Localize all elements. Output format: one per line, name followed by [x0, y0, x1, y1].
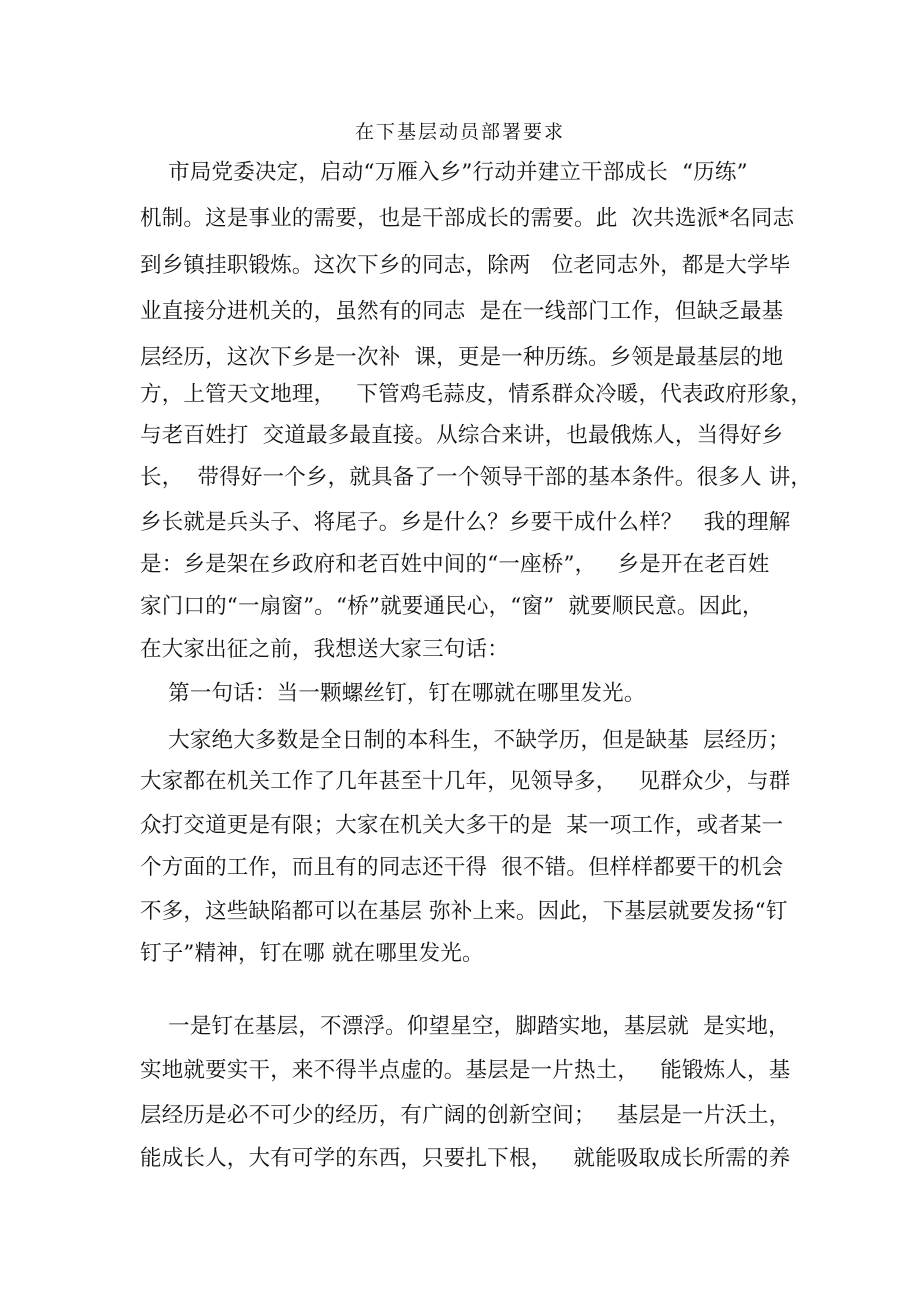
paragraph-line: 钉子”精神，钉在哪 就在哪里发光。: [140, 941, 484, 966]
paragraph-line: 大家绝大多数是全日制的本科生，不缺学历，但是缺基 层经历；: [140, 728, 790, 753]
paragraph-line: 市局党委决定，启动“万雁入乡”行动并建立干部成长 “历练”: [140, 160, 748, 185]
paragraph-line: 个方面的工作，而且有的同志还干得 很不错。但样样都要干的机会: [140, 855, 784, 880]
paragraph-line: 业直接分进机关的，虽然有的同志 是在一线部门工作，但缺乏最基: [140, 299, 784, 324]
document-title: 在下基层动员部署要求: [354, 121, 565, 143]
paragraph-line: 层经历，这次下乡是一次补 课，更是一种历练。乡领是最基层的地: [140, 345, 784, 370]
paragraph-line: 层经历是必不可少的经历，有广阔的创新空间； 基层是一片沃土，: [140, 1103, 791, 1128]
paragraph-line: 大家都在机关工作了几年甚至十几年，见领导多， 见群众少，与群: [140, 769, 791, 794]
paragraph-line: 长， 带得好一个乡，就具备了一个领导干部的基本条件。很多人 讲，: [140, 465, 813, 490]
paragraph-line: 家门口的“一扇窗”。“桥”就要通民心，“窗” 就要顺民意。因此，: [140, 594, 764, 619]
paragraph-line: 是：乡是架在乡政府和老百姓中间的“一座桥”， 乡是开在老百姓: [140, 552, 770, 577]
paragraph-line: 在大家出征之前，我想送大家三句话：: [140, 637, 509, 662]
paragraph-line: 第一句话：当一颗螺丝钉，钉在哪就在哪里发光。: [140, 681, 646, 706]
paragraph-line: 不多，这些缺陷都可以在基层 弥补上来。因此，下基层就要发扬“钉: [140, 899, 788, 924]
paragraph-line: 乡长就是兵头子、将尾子。乡是什么？乡要干成什么样？ 我的理解: [140, 510, 791, 535]
paragraph-line: 方，上管天文地理， 下管鸡毛蒜皮，情系群众冷暖，代表政府形象，: [140, 382, 813, 407]
paragraph-line: 到乡镇挂职锻炼。这次下乡的同志，除两 位老同志外，都是大学毕: [140, 253, 791, 278]
paragraph-line: 实地就要实干，来不得半点虚的。基层是一片热土， 能锻炼人，基: [140, 1058, 791, 1083]
paragraph-line: 机制。这是事业的需要，也是干部成长的需要。此 次共选派*名同志: [140, 206, 795, 231]
paragraph-line: 一是钉在基层，不漂浮。仰望星空，脚踏实地，基层就 是实地，: [140, 1014, 790, 1039]
paragraph-line: 能成长人，大有可学的东西，只要扎下根， 就能吸取成长所需的养: [140, 1146, 791, 1171]
paragraph-line: 众打交道更是有限；大家在机关大多干的是 某一项工作，或者某一: [140, 813, 784, 838]
paragraph-line: 与老百姓打 交道最多最直接。从综合来讲，也最俄炼人，当得好乡: [140, 423, 784, 448]
